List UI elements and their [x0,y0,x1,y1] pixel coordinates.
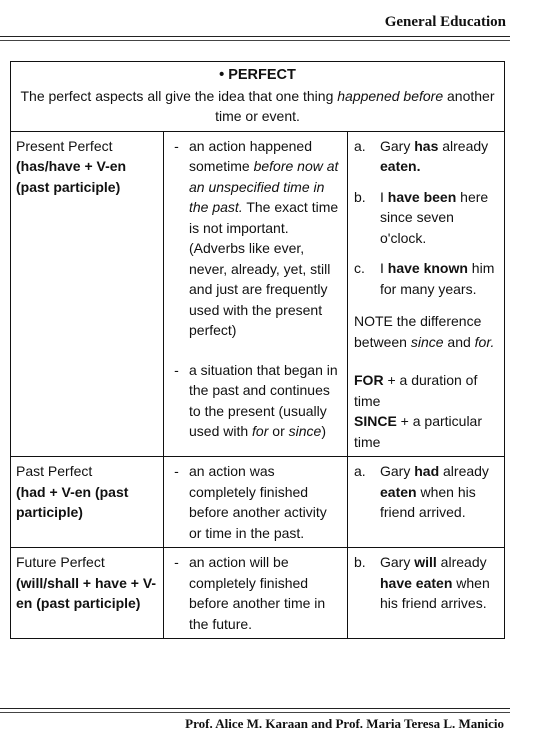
note-since: since [410,333,444,350]
usage-text-part: an action happened sometime [189,137,312,174]
tense-form: (has/have + V-en (past participle) [16,158,127,195]
usage-item [164,136,343,341]
example-cell [348,132,504,457]
example-text [380,461,500,523]
example-part: Gary [380,137,415,154]
usage-item [164,461,343,543]
intro-text: The perfect aspects all give the idea that one thing [20,87,338,104]
since-rule [354,411,500,452]
since-for-note [354,311,500,352]
example-item [354,187,500,249]
table-row-past-perfect [11,457,504,548]
usage-dash: - [174,137,179,154]
example-text [380,187,500,249]
example-part: I [380,260,388,276]
example-part: already [438,137,489,154]
example-item [354,258,500,299]
header-rule [0,36,510,37]
usage-text [189,136,343,341]
example-text [380,136,500,177]
example-verb: eaten. [380,158,421,174]
header-rule-thin [0,40,510,41]
footer-rule-thin [0,712,510,713]
example-part: here since seven o'clock. [380,188,489,246]
table-intro [19,86,496,127]
table-row-present-perfect [11,132,504,458]
example-item [354,552,500,614]
example-part: Gary [380,463,415,479]
example-text [380,552,500,614]
example-part: I [380,188,388,205]
usage-text-part: ) [321,423,326,439]
example-verb: will [414,554,437,570]
usage-text-part: or [268,423,289,439]
for-rule [354,370,500,411]
example-label: c. [354,260,365,276]
note-text: NOTE the difference between [354,313,482,350]
table-row-future-perfect [11,548,504,638]
example-item [354,136,500,177]
usage-text-italic: for [252,423,269,439]
note-for: for. [474,333,495,350]
usage-cell [164,132,348,457]
perfect-aspect-table [10,61,505,639]
usage-dash: - [174,361,179,378]
example-part: when his friend arrives. [380,574,490,611]
example-verb: had [414,463,440,479]
table-title: • PERFECT [219,67,296,83]
tense-form: (had + V-en (past participle) [16,483,129,520]
since-keyword: SINCE [354,413,397,429]
for-keyword: FOR [354,372,384,388]
tense-form: (will/shall + have + V-en (past participle) [16,574,157,611]
footer-rule [0,708,510,709]
tense-cell [11,457,164,547]
example-part: him for many years. [380,260,495,297]
usage-text-part: The exact time is not important. (Adverbs like ever, never, already, yet, still and just are frequently used with the present perfect) [189,199,339,338]
example-label: a. [354,137,366,154]
example-cell [348,457,504,547]
usage-dash: - [174,554,179,570]
example-part: already [439,463,489,479]
usage-text-italic: since [288,423,322,439]
tense-cell [11,548,164,638]
tense-name: Past Perfect [16,463,93,479]
example-verb: eaten [380,483,417,500]
usage-text: an action was completely finished before another activity or time in the past. [189,463,327,541]
example-verb: has [414,137,439,154]
example-item [354,461,500,523]
tense-name: Future Perfect [16,554,105,570]
example-part: when his friend arrived. [380,483,476,520]
usage-text-italic: before now at an unspecified time in the past. [189,158,339,215]
example-cell [348,548,504,638]
note-text: and [443,333,475,350]
example-label: b. [354,554,366,570]
usage-item [164,552,343,634]
since-rule-text: + a particular time [354,413,483,450]
example-label: a. [354,463,366,479]
footer-credit: Prof. Alice M. Karaan and Prof. Maria Teresa L. Manicio [185,716,504,731]
table-heading [11,62,504,132]
tense-name: Present Perfect [16,137,113,154]
usage-item [164,360,343,442]
page-header-title: General Education [384,14,506,30]
usage-text [189,360,343,442]
example-text [380,258,500,299]
intro-text-end: another time or event. [215,87,495,124]
usage-cell [164,457,348,547]
example-verb: have been [387,188,457,205]
usage-text: an action will be completely finished before another time in the future. [189,554,326,632]
example-verb: have eaten [380,574,453,591]
example-part: Gary [380,554,415,570]
intro-emphasis: happened before [337,87,444,104]
tense-cell [11,132,164,457]
example-part: already [436,554,487,570]
usage-text-part: a situation that began in the past and continues to the present (usually used with [189,361,338,439]
usage-cell [164,548,348,638]
usage-dash: - [174,463,179,479]
example-label: b. [354,188,366,205]
example-verb: have known [387,260,468,276]
for-rule-text: + a duration of time [354,372,478,409]
